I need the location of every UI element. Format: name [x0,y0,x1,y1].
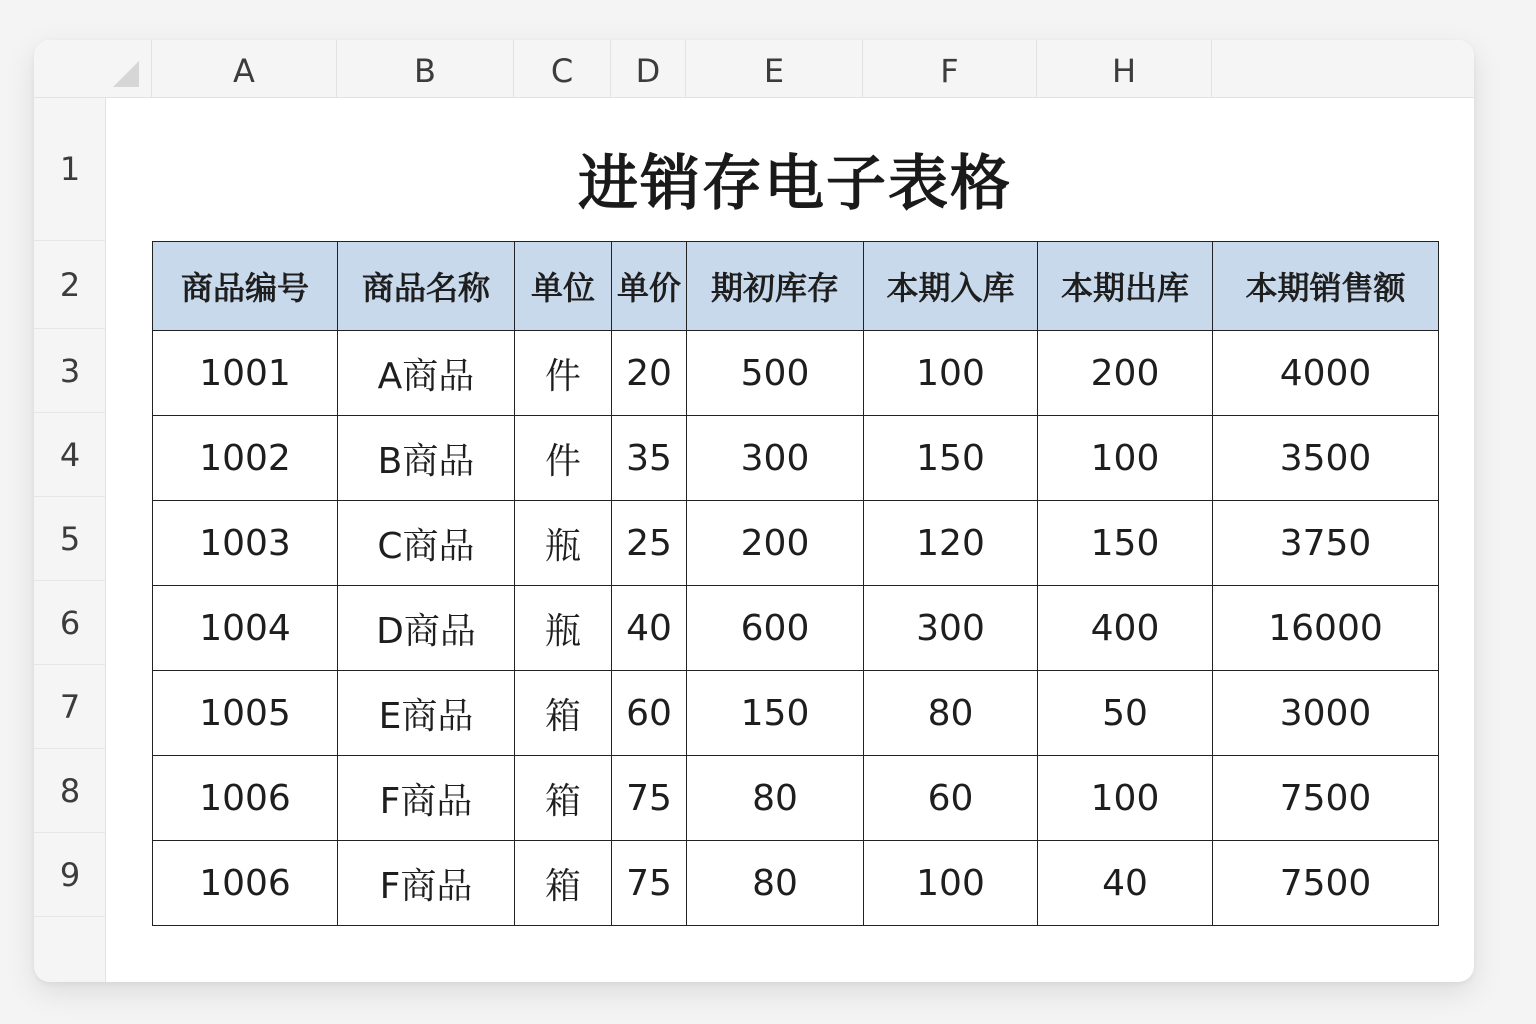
table-cell[interactable]: 100 [1038,756,1213,841]
column-header-d[interactable]: D [611,40,686,98]
table-cell[interactable]: 200 [1038,331,1213,416]
column-header-f[interactable]: F [863,40,1037,98]
table-cell[interactable]: 3000 [1213,671,1439,756]
row-header-9[interactable]: 9 [34,833,106,917]
table-header-row [153,242,1439,331]
table-row [153,331,1439,416]
table-cell[interactable]: 500 [687,331,864,416]
table-cell[interactable]: 3750 [1213,501,1439,586]
column-header-a[interactable]: A [152,40,337,98]
table-cell[interactable]: 箱 [515,756,612,841]
row-header-5[interactable]: 5 [34,497,106,581]
table-cell[interactable]: 1004 [153,586,338,671]
table-cell[interactable]: 4000 [1213,331,1439,416]
table-row [153,671,1439,756]
row-header-1[interactable]: 1 [34,98,106,241]
table-cell[interactable]: C商品 [338,501,515,586]
table-cell[interactable]: 150 [1038,501,1213,586]
table-cell[interactable]: D商品 [338,586,515,671]
select-all-corner[interactable] [34,40,152,98]
table-cell[interactable]: 60 [612,671,687,756]
table-cell[interactable]: 75 [612,841,687,926]
table-cell[interactable]: 瓶 [515,586,612,671]
table-cell[interactable]: 50 [1038,671,1213,756]
inventory-table [152,241,1439,926]
table-cell[interactable]: 100 [1038,416,1213,501]
column-header-bar [152,40,1474,98]
table-cell[interactable]: 60 [864,756,1038,841]
table-cell[interactable]: F商品 [338,756,515,841]
table-cell[interactable]: E商品 [338,671,515,756]
table-cell[interactable]: 箱 [515,841,612,926]
header-cell[interactable]: 本期销售额 [1213,242,1439,331]
header-cell[interactable]: 期初库存 [687,242,864,331]
table-cell[interactable]: 300 [864,586,1038,671]
table-cell[interactable]: 箱 [515,671,612,756]
header-cell[interactable]: 本期入库 [864,242,1038,331]
header-cell[interactable]: 单位 [515,242,612,331]
table-cell[interactable]: 75 [612,756,687,841]
column-header-b[interactable]: B [337,40,514,98]
row-header-7[interactable]: 7 [34,665,106,749]
column-header-e[interactable]: E [686,40,863,98]
table-cell[interactable]: 20 [612,331,687,416]
table-cell[interactable]: 件 [515,416,612,501]
table-cell[interactable]: 25 [612,501,687,586]
table-cell[interactable]: 40 [612,586,687,671]
table-cell[interactable]: 1005 [153,671,338,756]
table-cell[interactable]: 80 [864,671,1038,756]
table-cell[interactable]: 1003 [153,501,338,586]
table-cell[interactable]: 16000 [1213,586,1439,671]
table-cell[interactable]: 1006 [153,756,338,841]
table-row [153,841,1439,926]
table-row [153,756,1439,841]
table-cell[interactable]: 120 [864,501,1038,586]
table-cell[interactable]: F商品 [338,841,515,926]
table-cell[interactable]: 40 [1038,841,1213,926]
table-cell[interactable]: 3500 [1213,416,1439,501]
table-cell[interactable]: 1006 [153,841,338,926]
select-all-triangle-icon [113,61,139,87]
table-cell[interactable]: B商品 [338,416,515,501]
table-cell[interactable]: 80 [687,756,864,841]
row-header-8[interactable]: 8 [34,749,106,833]
row-header-6[interactable]: 6 [34,581,106,665]
table-row [153,501,1439,586]
table-cell[interactable]: 1001 [153,331,338,416]
table-cell[interactable]: 300 [687,416,864,501]
row-header-2[interactable]: 2 [34,241,106,329]
table-cell[interactable]: 35 [612,416,687,501]
table-cell[interactable]: 100 [864,331,1038,416]
row-header-4[interactable]: 4 [34,413,106,497]
column-header-h[interactable]: H [1037,40,1212,98]
table-cell[interactable]: 400 [1038,586,1213,671]
table-row [153,586,1439,671]
header-cell[interactable]: 商品名称 [338,242,515,331]
spreadsheet-window [34,40,1474,982]
table-cell[interactable]: 100 [864,841,1038,926]
table-cell[interactable]: 150 [687,671,864,756]
sheet-title[interactable]: 进销存电子表格 [578,149,1012,219]
table-cell[interactable]: 80 [687,841,864,926]
header-cell[interactable]: 本期出库 [1038,242,1213,331]
row-header-bar [34,98,106,982]
table-cell[interactable]: 7500 [1213,756,1439,841]
table-cell[interactable]: 600 [687,586,864,671]
table-cell[interactable]: 件 [515,331,612,416]
table-cell[interactable]: 200 [687,501,864,586]
column-header-c[interactable]: C [514,40,611,98]
table-row [153,416,1439,501]
table-cell[interactable]: 瓶 [515,501,612,586]
table-cell[interactable]: A商品 [338,331,515,416]
header-cell[interactable]: 商品编号 [153,242,338,331]
row-header-3[interactable]: 3 [34,329,106,413]
header-cell[interactable]: 单价 [612,242,687,331]
table-cell[interactable]: 1002 [153,416,338,501]
table-cell[interactable]: 7500 [1213,841,1439,926]
table-cell[interactable]: 150 [864,416,1038,501]
